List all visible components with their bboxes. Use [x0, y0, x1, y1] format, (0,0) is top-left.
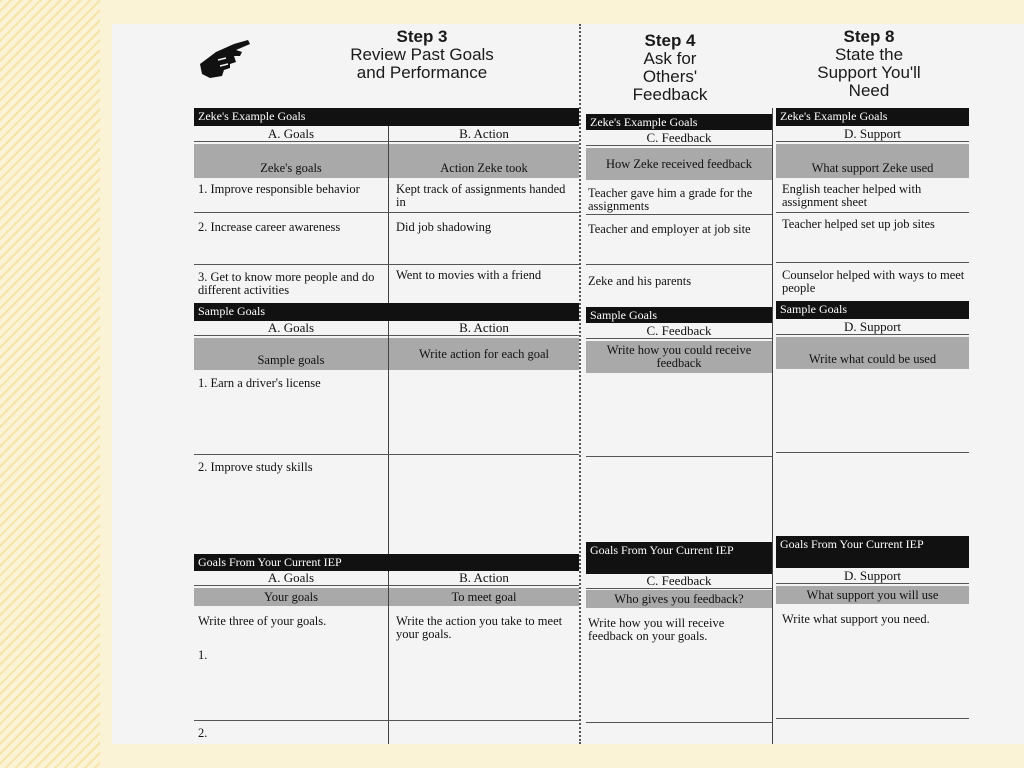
column-subheader: Write what could be used: [776, 337, 969, 369]
section-title: Goals From Your Current IEP: [776, 536, 969, 568]
table-cell: Zeke and his parents: [588, 274, 692, 288]
table-cell: Went to movies with a friend: [396, 268, 542, 282]
column-label: A. Goals: [194, 571, 388, 586]
row-divider: [776, 718, 969, 719]
column-subheader: Write how you could receive feedback: [586, 341, 772, 373]
column-subheader: Sample goals: [194, 338, 388, 370]
column-label: C. Feedback: [586, 574, 772, 589]
row-divider: [194, 720, 579, 721]
row-divider: [776, 452, 969, 453]
column-label: D. Support: [776, 320, 969, 335]
instruction-text: Write how you will receive feedback on your goals.: [588, 616, 725, 643]
column-label: D. Support: [776, 127, 969, 142]
row-divider: [586, 722, 772, 723]
decorative-stripes: [0, 0, 100, 768]
step3-title-line: Review Past Goals: [350, 45, 494, 64]
column-label: B. Action: [389, 571, 579, 586]
column-label: A. Goals: [194, 127, 388, 142]
goal-number: 2.: [198, 726, 208, 740]
section-title: Sample Goals: [194, 303, 579, 321]
column-subheader: What support you will use: [776, 586, 969, 604]
table-cell: 1. Improve responsible behavior: [198, 182, 360, 196]
section-title: Zeke's Example Goals: [586, 114, 772, 130]
row-divider: [194, 212, 579, 213]
table-cell: Teacher gave him a grade for the assignments: [588, 186, 753, 213]
section-title: Sample Goals: [586, 307, 772, 323]
row-divider: [776, 262, 969, 263]
column-subheader: Write action for each goal: [389, 338, 579, 370]
step8-label: Step 8: [843, 27, 895, 46]
step8-header: [776, 28, 962, 100]
table-cell: Teacher and employer at job site: [588, 222, 751, 236]
table-cell: Did job shadowing: [396, 220, 492, 234]
column-subheader: How Zeke received feedback: [586, 148, 772, 180]
column-divider: [388, 108, 389, 744]
pointing-hand-icon: [196, 38, 252, 82]
column-subheader: Your goals: [194, 588, 388, 606]
column-label: B. Action: [389, 127, 579, 142]
step4-title-line: Others': [642, 67, 698, 86]
goal-number: 1.: [198, 648, 208, 662]
worksheet: [112, 24, 1024, 744]
table-cell: Kept track of assignments handed in: [396, 182, 566, 209]
step3-label: Step 3: [396, 27, 448, 46]
instruction-text: Write three of your goals.: [198, 614, 327, 628]
step3-header: [272, 28, 572, 82]
column-label: C. Feedback: [586, 324, 772, 339]
row-divider: [194, 454, 579, 455]
step3-title-line: and Performance: [356, 63, 488, 82]
section-title: Goals From Your Current IEP: [194, 554, 579, 572]
row-divider: [586, 214, 772, 215]
table-cell: Teacher helped set up job sites: [782, 217, 935, 231]
column-label: B. Action: [389, 321, 579, 336]
column-subheader: Who gives you feedback?: [586, 590, 772, 608]
column-subheader: Zeke's goals: [194, 144, 388, 178]
step4-title-line: Ask for: [643, 49, 697, 68]
column-subheader: Action Zeke took: [389, 144, 579, 178]
column-label: D. Support: [776, 569, 969, 584]
column-label: C. Feedback: [586, 131, 772, 146]
column-subheader: To meet goal: [389, 588, 579, 606]
column-divider: [579, 24, 581, 744]
section-title: Zeke's Example Goals: [194, 108, 579, 126]
column-divider: [772, 108, 773, 744]
section-title: Zeke's Example Goals: [776, 108, 969, 126]
table-cell: 2. Improve study skills: [198, 460, 313, 474]
row-divider: [776, 212, 969, 213]
section-title: Goals From Your Current IEP: [586, 542, 772, 574]
table-cell: 2. Increase career awareness: [198, 220, 341, 234]
row-divider: [586, 264, 772, 265]
step4-label: Step 4: [644, 31, 696, 50]
section-title: Sample Goals: [776, 301, 969, 319]
step8-title-line: Need: [848, 81, 890, 100]
step4-title-line: Feedback: [632, 85, 708, 104]
table-cell: 3. Get to know more people and do different activities: [198, 270, 375, 297]
table-cell: English teacher helped with assignment sheet: [782, 182, 922, 209]
step4-header: [590, 32, 750, 104]
instruction-text: Write what support you need.: [782, 612, 930, 626]
row-divider: [586, 456, 772, 457]
row-divider: [194, 264, 579, 265]
column-label: A. Goals: [194, 321, 388, 336]
instruction-text: Write the action you take to meet your goals.: [396, 614, 563, 641]
step8-title-line: Support You'll: [817, 63, 921, 82]
table-cell: 1. Earn a driver's license: [198, 376, 321, 390]
column-subheader: What support Zeke used: [776, 144, 969, 178]
step8-title-line: State the: [834, 45, 904, 64]
table-cell: Counselor helped with ways to meet people: [782, 268, 965, 295]
